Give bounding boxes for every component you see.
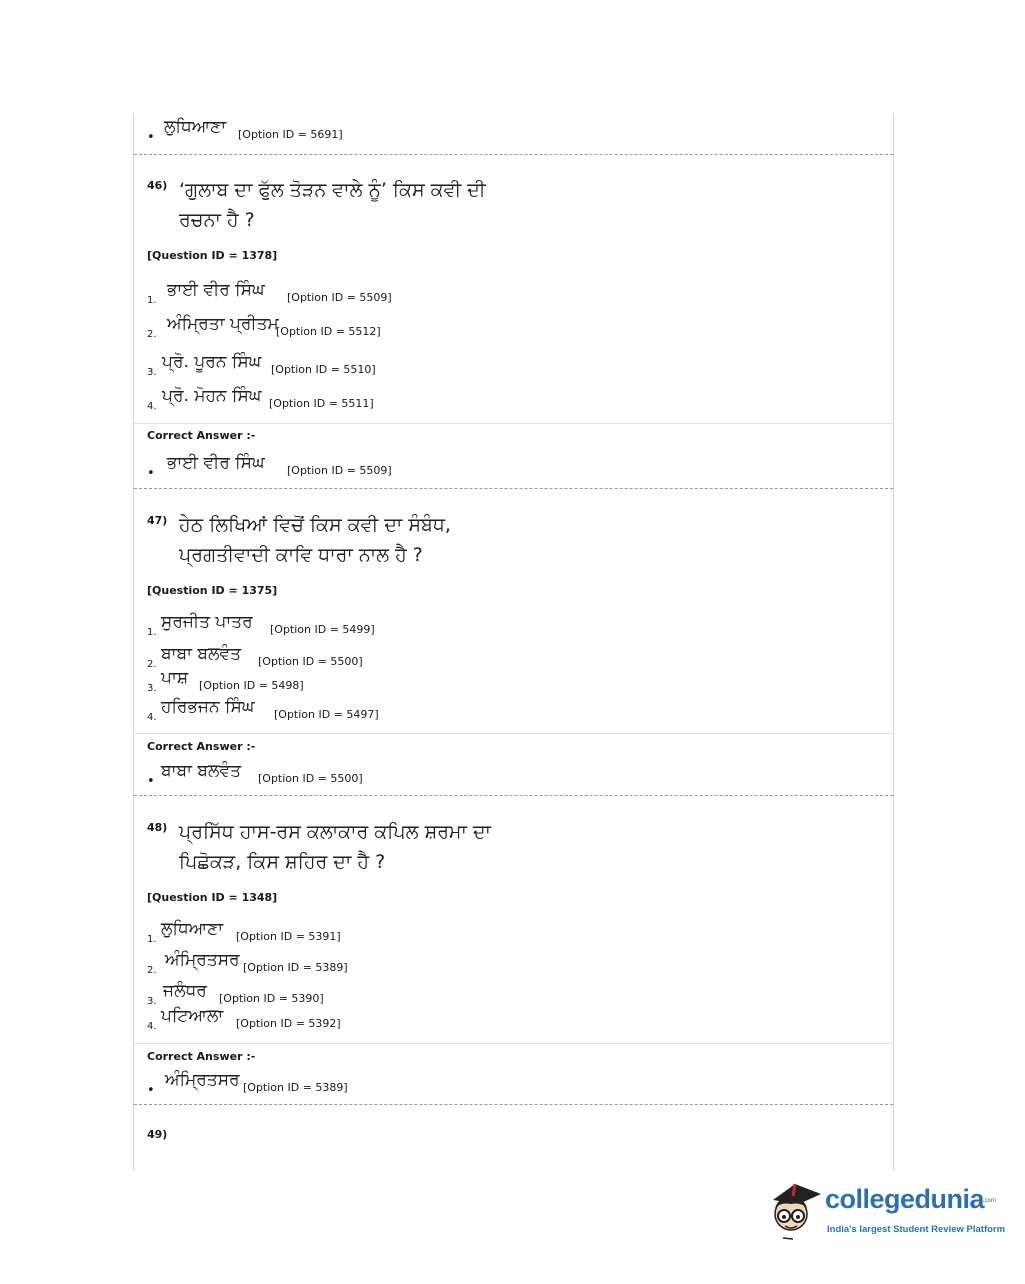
brand-suffix: .com <box>983 1198 997 1204</box>
collegedunia-logo <box>765 1178 1006 1248</box>
question-paper: • ਲੁਧਿਆਣਾ [Option ID = 5691] 46) ‘ਗੁਲਾਬ ਦਾ ਫੁੱਲ ਤੋੜਨ ਵਾਲੇ ਨੂੰ’ ਕਿਸ ਕਵੀ ਦੀ ਰਚਨਾ ਹੈ ? [Question ID = 1378] 1. ਭਾਈ ਵੀਰ ਸਿੰਘ [Option ID = 5509] 2. ਅੰਮ੍ਰਿਤਾ ਪ੍ਰੀਤਮ [Option ID = 5512] 3. ਪ੍ਰੋ. ਪੂਰਨ ਸਿੰਘ [Option ID = 5510] 4. ਪ੍ਰੋ. ਮੋਹਨ ਸਿੰਘ [Option ID = 5511] Correct Answer :- • ਭਾਈ ਵੀਰ ਸਿੰਘ [Option ID = 5509] 47) ਹੇਠ ਲਿਖਿਆਂ ਵਿਚੋਂ ਕਿਸ ਕਵੀ ਦਾ ਸੰਬੰਧ, ਪ੍ਰਗਤੀਵਾਦੀ ਕਾਵਿ ਧਾਰਾ ਨਾਲ ਹੈ ? [Question ID = 1375] 1. ਸੁਰਜੀਤ ਪਾਤਰ [Option ID = 5499] 2. ਬਾਬਾ ਬਲਵੰਤ [Option ID = 5500] 3. ਪਾਸ਼ [Option ID = 5498] 4. ਹਰਿਭਜਨ ਸਿੰਘ [Option ID = 5497] Correct Answer :- • ਬਾਬਾ ਬਲਵੰਤ [Option ID = 5500] 48) ਪ੍ਰਸਿੱਧ ਹਾਸ-ਰਸ ਕਲਾਕਾਰ ਕਪਿਲ ਸ਼ਰਮਾ ਦਾ ਪਿਛੋਕੜ, ਕਿਸ ਸ਼ਹਿਰ ਦਾ ਹੈ ? [Question ID = 1348] 1. ਲੁਧਿਆਣਾ [Option ID = 5391] 2. ਅੰਮ੍ਰਿਤਸਰ [Option ID = 5389] 3. ਜਲੰਧਰ [Option ID = 5390] 4. ਪਟਿਆਲਾ [Option ID = 5392] Correct Answer :- • ਅੰਮ੍ਰਿਤਸਰ [Option ID = 5389] 49) <box>133 113 894 1171</box>
question-id: [Question ID = 1375] <box>147 584 278 597</box>
question-id: [Question ID = 1378] <box>147 249 278 262</box>
divider <box>134 488 893 489</box>
correct-answer-label: Correct Answer :- <box>147 740 256 753</box>
divider <box>134 1104 893 1105</box>
option-id: [Option ID = 5691] <box>238 128 343 141</box>
question-text: ਹੇਠ ਲਿਖਿਆਂ ਵਿਚੋਂ ਕਿਸ ਕਵੀ ਦਾ ਸੰਬੰਧ, ਪ੍ਰਗਤੀਵਾਦੀ ਕਾਵਿ ਧਾਰਾ ਨਾਲ ਹੈ ? <box>179 514 451 566</box>
question-text: ਪ੍ਰਸਿੱਧ ਹਾਸ-ਰਸ ਕਲਾਕਾਰ ਕਪਿਲ ਸ਼ਰਮਾ ਦਾ ਪਿਛੋਕੜ, ਕਿਸ ਸ਼ਹਿਰ ਦਾ ਹੈ ? <box>179 821 491 873</box>
brand-tagline: India's largest Student Review Platform <box>827 1224 1006 1235</box>
brand-name: collegedunia <box>825 1184 985 1214</box>
correct-answer-label: Correct Answer :- <box>147 1050 256 1063</box>
divider <box>134 795 893 796</box>
question-number: 49) <box>147 1128 168 1141</box>
separator <box>134 1043 893 1044</box>
divider <box>134 154 893 155</box>
question-id: [Question ID = 1348] <box>147 891 278 904</box>
question-number: 46) <box>147 179 168 192</box>
separator <box>134 423 893 424</box>
question-number: 48) <box>147 821 168 834</box>
question-text: ‘ਗੁਲਾਬ ਦਾ ਫੁੱਲ ਤੋੜਨ ਵਾਲੇ ਨੂੰ’ ਕਿਸ ਕਵੀ ਦੀ ਰਚਨਾ ਹੈ ? <box>179 179 486 231</box>
separator <box>134 733 893 734</box>
mascot-icon <box>765 1178 825 1240</box>
answer-text: ਲੁਧਿਆਣਾ <box>164 117 227 137</box>
question-number: 47) <box>147 514 168 527</box>
correct-answer-label: Correct Answer :- <box>147 429 256 442</box>
